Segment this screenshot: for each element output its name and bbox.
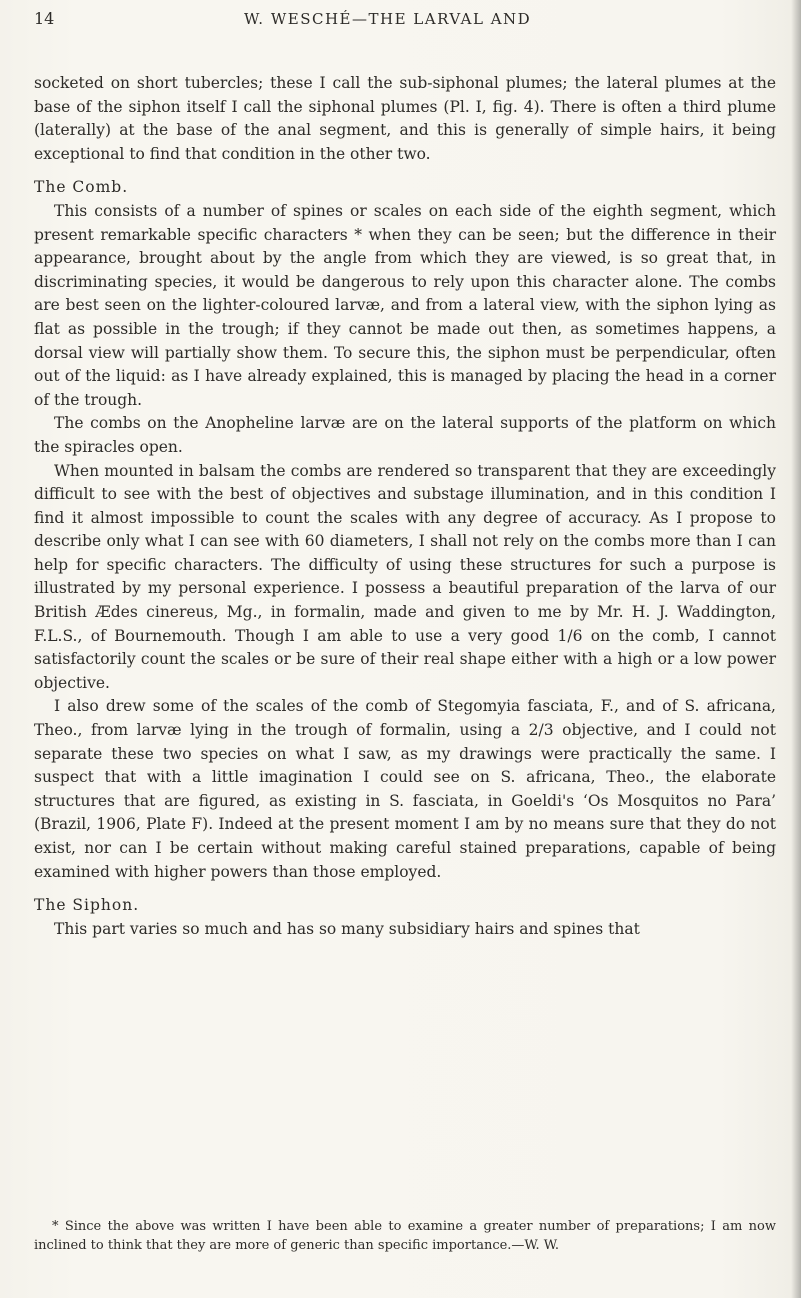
footnote [34,1217,776,1255]
footnote-text: * Since the above was written I have been able to examine a greater number of preparations; I am now inclined to think that they are more of generic than specific importance.—W. W. [34,1219,776,1253]
paragraph-sub-siphonal-plumes: socketed on short tubercles; these I call the sub-siphonal plumes; the lateral plumes at the base of the siphon itself I call the siphonal plumes (Pl. I, fig. 4). There is often a third plume (laterally) at the base of the anal segment, and this is generally of simple hairs, it being exceptional to find that condition in the other two. [34,74,776,163]
paragraph-anopheline-combs: The combs on the Anopheline larvæ are on the lateral supports of the platform on which the spiracles open. [34,414,776,456]
page-header [34,9,774,31]
paragraph-balsam-mounting: When mounted in balsam the combs are rendered so transparent that they are exceedingly difficult to see with the best of objectives and substage illumination, and in this condition I find it almost impossible to count the scales with any degree of accuracy. As I propose to describe only what I can see with 60 diameters, I shall not rely on the combs more than I can help for specific characters. The difficulty of using these structures for such a purpose is illustrated by my personal experience. I possess a beautiful preparation of the larva of our British Ædes cinereus, Mg., in formalin, made and given to me by Mr. H. J. Waddington, F.L.S., of Bournemouth. Though I am able to use a very good 1/6 on the comb, I cannot satisfactorily count the scales or be sure of their real shape either with a high or a low power objective. [34,461,776,692]
paragraph-stegomyia-comparison: I also drew some of the scales of the comb of Stegomyia fasciata, F., and of S. africana, Theo., from larvæ lying in the trough of formalin, using a 2/3 objective, and I could not separate these two species on what I saw, as my drawings were practically the same. I suspect that with a little imagination I could see on S. africana, Theo., the elaborate structures that are figured, as existing in S. fasciata, in Goeldi's ‘Os Mosquitos no Para’ (Brazil, 1906, Plate F). Indeed at the present moment I am by no means sure that they do not exist, nor can I be certain without making careful stained preparations, capable of being examined with higher powers than those employed. [34,697,776,881]
section-heading-comb: The Comb. [34,178,129,197]
paragraph-siphon-description: This part varies so much and has so many subsidiary hairs and spines that [54,919,640,938]
section-heading-siphon: The Siphon. [34,896,140,915]
page-number: 14 [34,9,55,28]
running-head: W. WESCHÉ—THE LARVAL AND [244,10,532,28]
page-edge-shadow [791,0,801,1298]
paragraph-comb-description: This consists of a number of spines or scales on each side of the eighth segment, which present remarkable specific characters * when they can be seen; but the difference in their appearance, brought about by the angle from which they are viewed, is so great that, in discriminating species, it would be dangerous to rely upon this character alone. The combs are best seen on the lighter-coloured larvæ, and from a lateral view, with the siphon lying as flat as possible in the trough; if they cannot be made out then, as sometimes happens, a dorsal view will partially show them. To secure this, the siphon must be perpendicular, often out of the liquid: as I have already explained, this is managed by placing the head in a corner of the trough. [34,201,776,409]
main-text [34,72,776,941]
